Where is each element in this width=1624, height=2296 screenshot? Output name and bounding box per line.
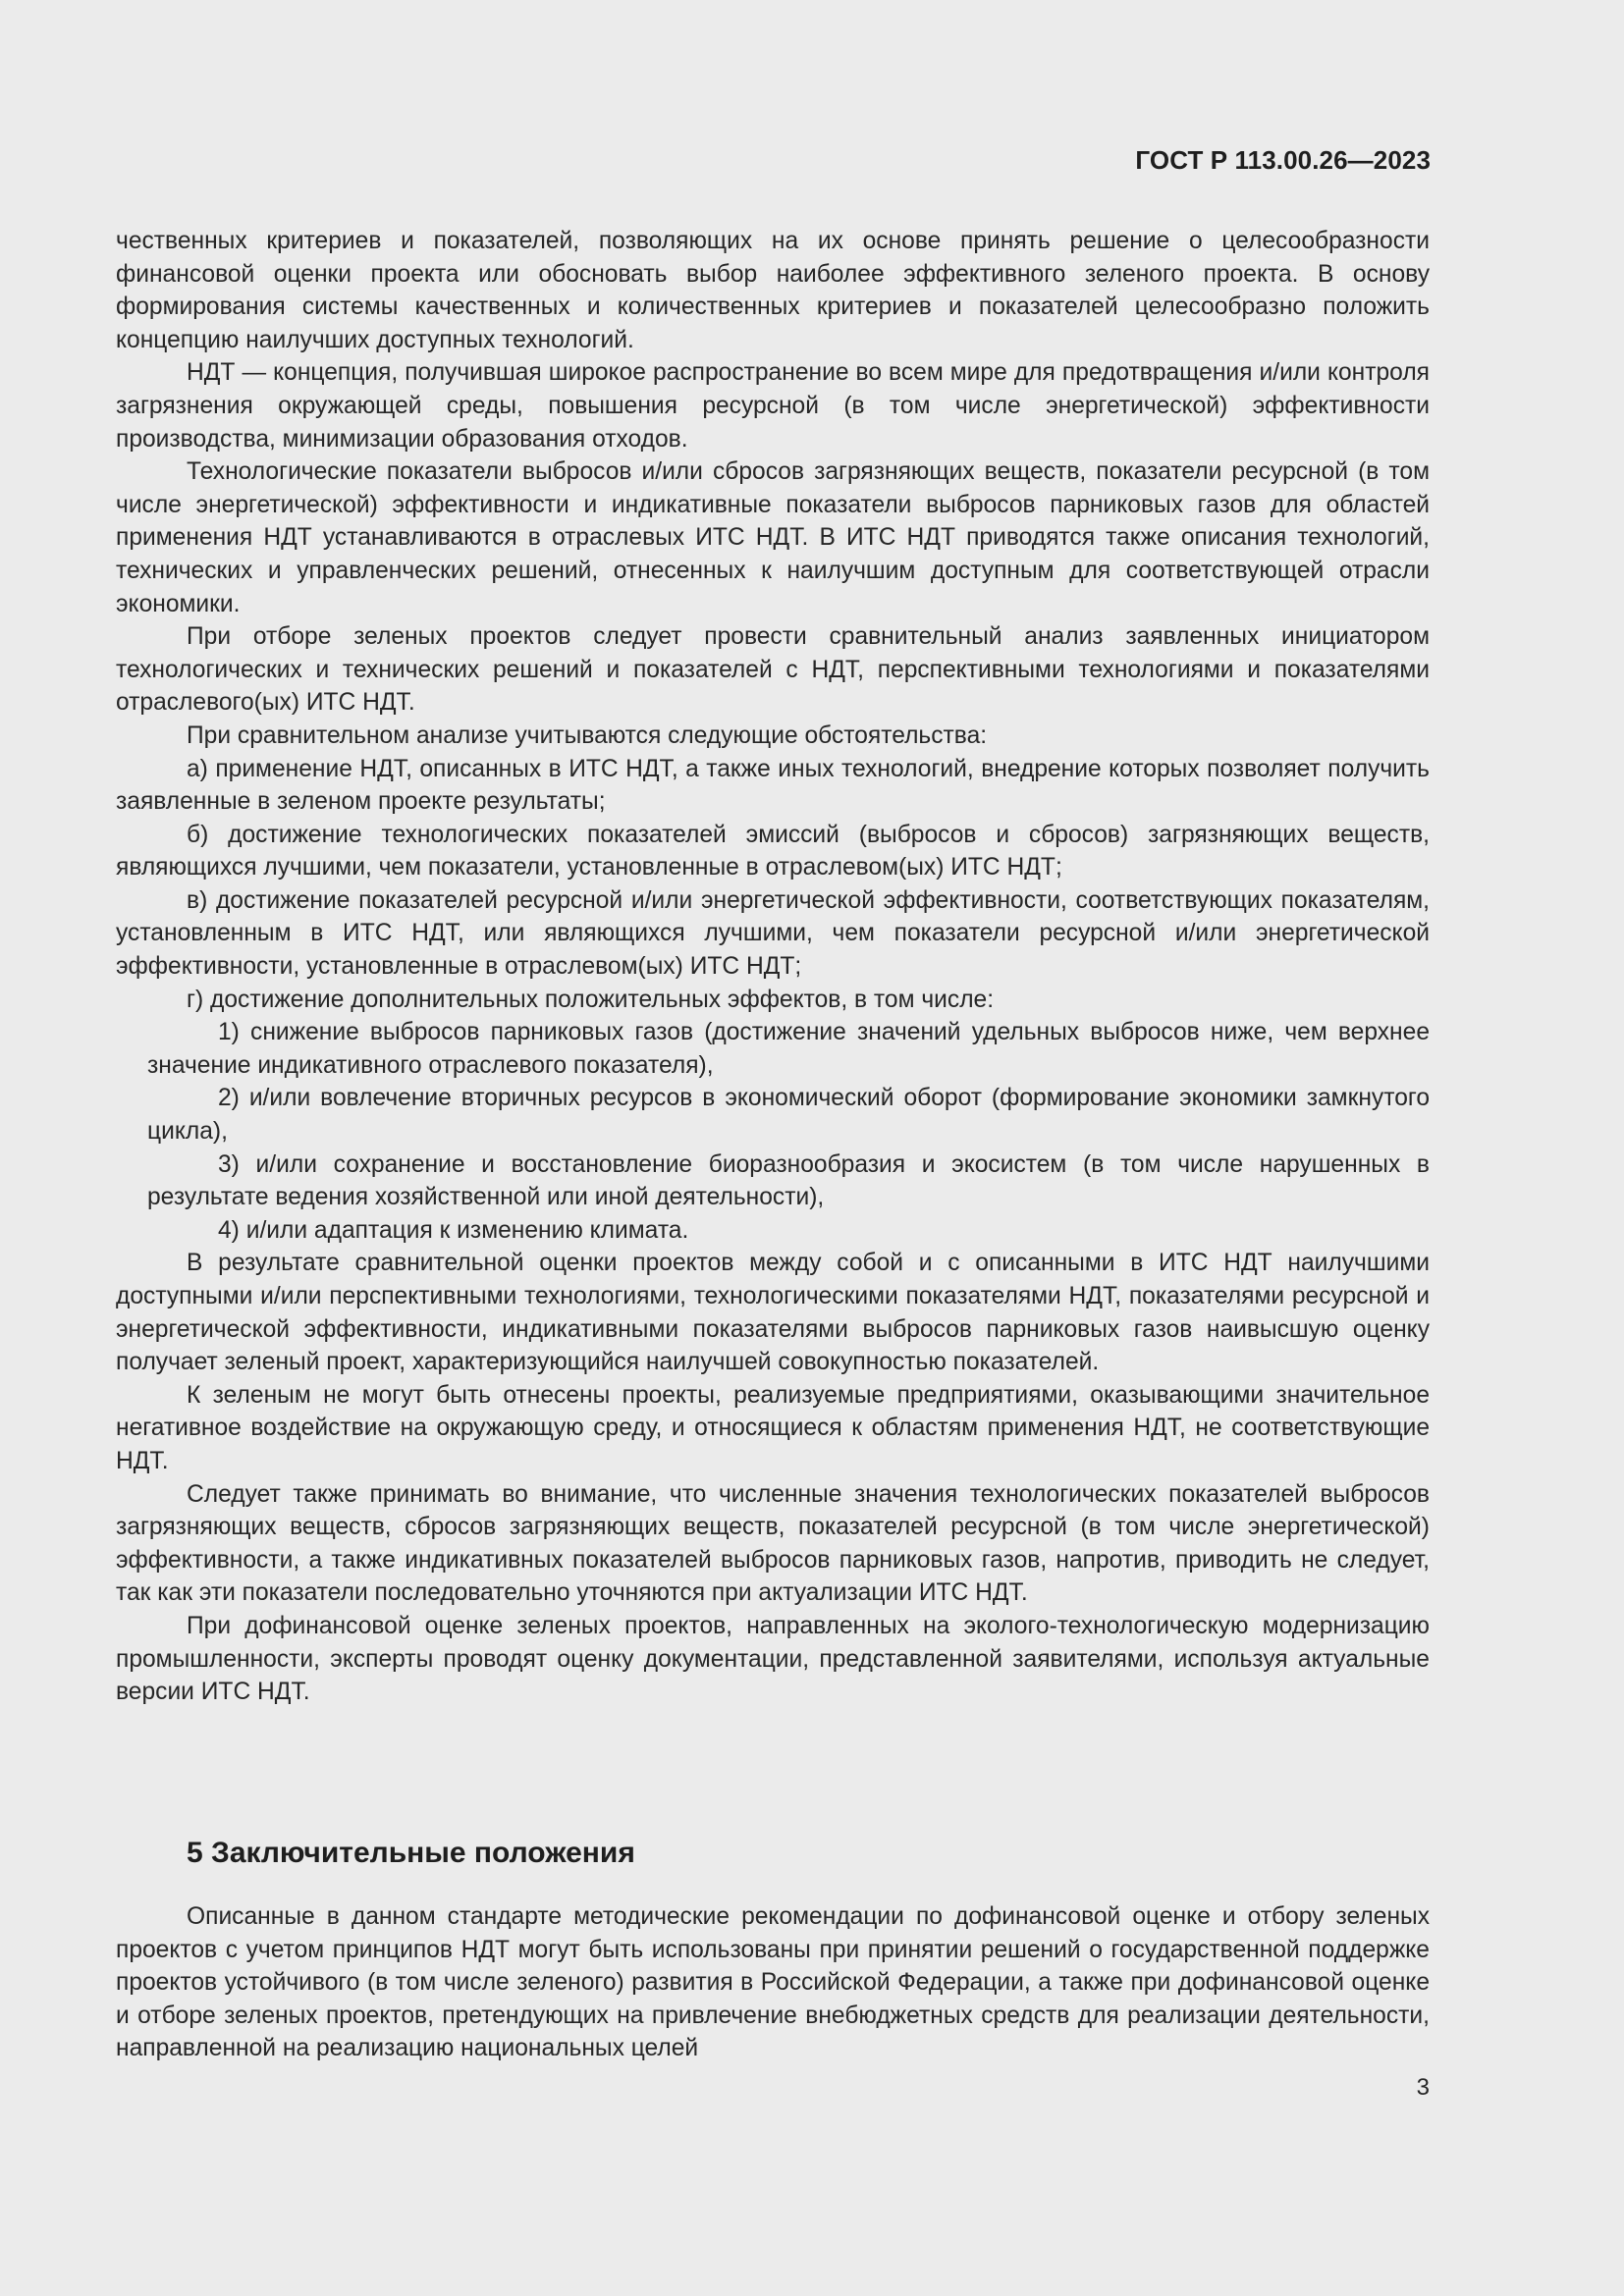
list-item-v: в) достижение показателей ресурсной и/или энергетической эффективности, соответствующих показателям, установленным в ИТС НДТ, или являющихся лучшими, чем показатели ресурсной и/или энергетической эффективности, установленные в отраслевом(ых) ИТС НДТ; xyxy=(116,886,1430,981)
paragraph-pre-financial-assessment: При дофинансовой оценке зеленых проектов, направленных на эколого-технологическую модернизацию промышленности, эксперты проводят оценку документации, представленной заявителями, используя актуальные версии ИТС НДТ. xyxy=(116,1612,1430,1706)
paragraph-numeric-values-note: Следует также принимать во внимание, что численные значения технологических показателей выбросов загрязняющих веществ, сбросов загрязняющих веществ, показателей ресурсной (в том числе энергетической) эффективности, а также индикативных показателей выбросов парниковых газов, напротив, приводить не следует, так как эти показатели последовательно уточняются при актуализации ИТС НДТ. xyxy=(116,1480,1430,1607)
section-body xyxy=(116,1900,1430,2065)
paragraph-ndt-concept: НДТ — концепция, получившая широкое распространение во всем мире для предотвращения и/или контроля загрязнения окружающей среды, повышения ресурсной (в том числе энергетической) эффективности производства, минимизации образования отходов. xyxy=(116,359,1430,453)
sublist-item-1: 1) снижение выбросов парниковых газов (достижение значений удельных выбросов ниже, чем верхнее значение индикативного отраслевого показателя), xyxy=(147,1019,1430,1079)
paragraph-comparative-analysis: При сравнительном анализе учитываются следующие обстоятельства: xyxy=(187,721,988,749)
paragraph-continued: чественных критериев и показателей, позволяющих на их основе принять решение о целесообразности финансовой оценки проекта или обосновать выбор наиболее эффективного зеленого проекта. В основу формирования системы качественных и количественных критериев и показателей целесообразно положить концепцию наилучших доступных технологий. xyxy=(116,228,1430,353)
paragraph-final-provisions: Описанные в данном стандарте методические рекомендации по дофинансовой оценке и отбору зеленых проектов с учетом принципов НДТ могут быть использованы при принятии решений о государственной поддержке проектов устойчивого (в том числе зеленого) развития в Российской Федерации, а также при дофинансовой оценке и отборе зеленых проектов, претендующих на привлечение внебюджетных средств для реализации деятельности, направленной на реализацию национальных целей xyxy=(116,1903,1430,2062)
list-item-b: б) достижение технологических показателей эмиссий (выбросов и сбросов) загрязняющих веществ, являющихся лучшими, чем показатели, установленные в отраслевом(ых) ИТС НДТ; xyxy=(116,821,1430,881)
document-code-header: ГОСТ Р 113.00.26—2023 xyxy=(1135,145,1431,175)
body-text xyxy=(116,225,1430,1709)
paragraph-comparative-result: В результате сравнительной оценки проектов между собой и с описанными в ИТС НДТ наилучшими доступными и/или перспективными технологиями, технологическими показателями НДТ, показателями ресурсной и энергетической эффективности, индикативными показателями выбросов парниковых газов наивысшую оценку получает зеленый проект, характеризующийся наилучшей совокупностью показателей. xyxy=(116,1250,1430,1376)
list-item-a: а) применение НДТ, описанных в ИТС НДТ, а также иных технологий, внедрение которых позволяет получить заявленные в зеленом проекте результаты; xyxy=(116,755,1430,816)
sublist-item-3: 3) и/или сохранение и восстановление биоразнообразия и экосистем (в том числе нарушенных в результате ведения хозяйственной или иной деятельности), xyxy=(147,1150,1430,1211)
list-item-g: г) достижение дополнительных положительных эффектов, в том числе: xyxy=(187,986,995,1013)
paragraph-technological-indicators: Технологические показатели выбросов и/или сбросов загрязняющих веществ, показатели ресурсной (в том числе энергетической) эффективности и индикативные показатели выбросов парниковых газов для областей применения НДТ устанавливаются в отраслевых ИТС НДТ. В ИТС НДТ приводятся также описания технологий, технических и управленческих решений, отнесенных к наилучшим доступным для соответствующей отрасли экономики. xyxy=(116,458,1430,617)
sublist-item-4: 4) и/или адаптация к изменению климата. xyxy=(218,1216,689,1244)
page-number: 3 xyxy=(1416,2074,1430,2101)
paragraph-project-selection: При отборе зеленых проектов следует провести сравнительный анализ заявленных инициатором технологических и технических решений и показателей с НДТ, перспективными технологиями и показателями отраслевого(ых) ИТС НДТ. xyxy=(116,623,1430,717)
sublist-item-2: 2) и/или вовлечение вторичных ресурсов в экономический оборот (формирование экономики замкнутого цикла), xyxy=(147,1085,1430,1146)
section-heading: 5 Заключительные положения xyxy=(187,1837,635,1869)
paragraph-exclusions: К зеленым не могут быть отнесены проекты, реализуемые предприятиями, оказывающими значительное негативное воздействие на окружающую среду, и относящиеся к областям применения НДТ, не соответствующие НДТ. xyxy=(116,1381,1430,1474)
